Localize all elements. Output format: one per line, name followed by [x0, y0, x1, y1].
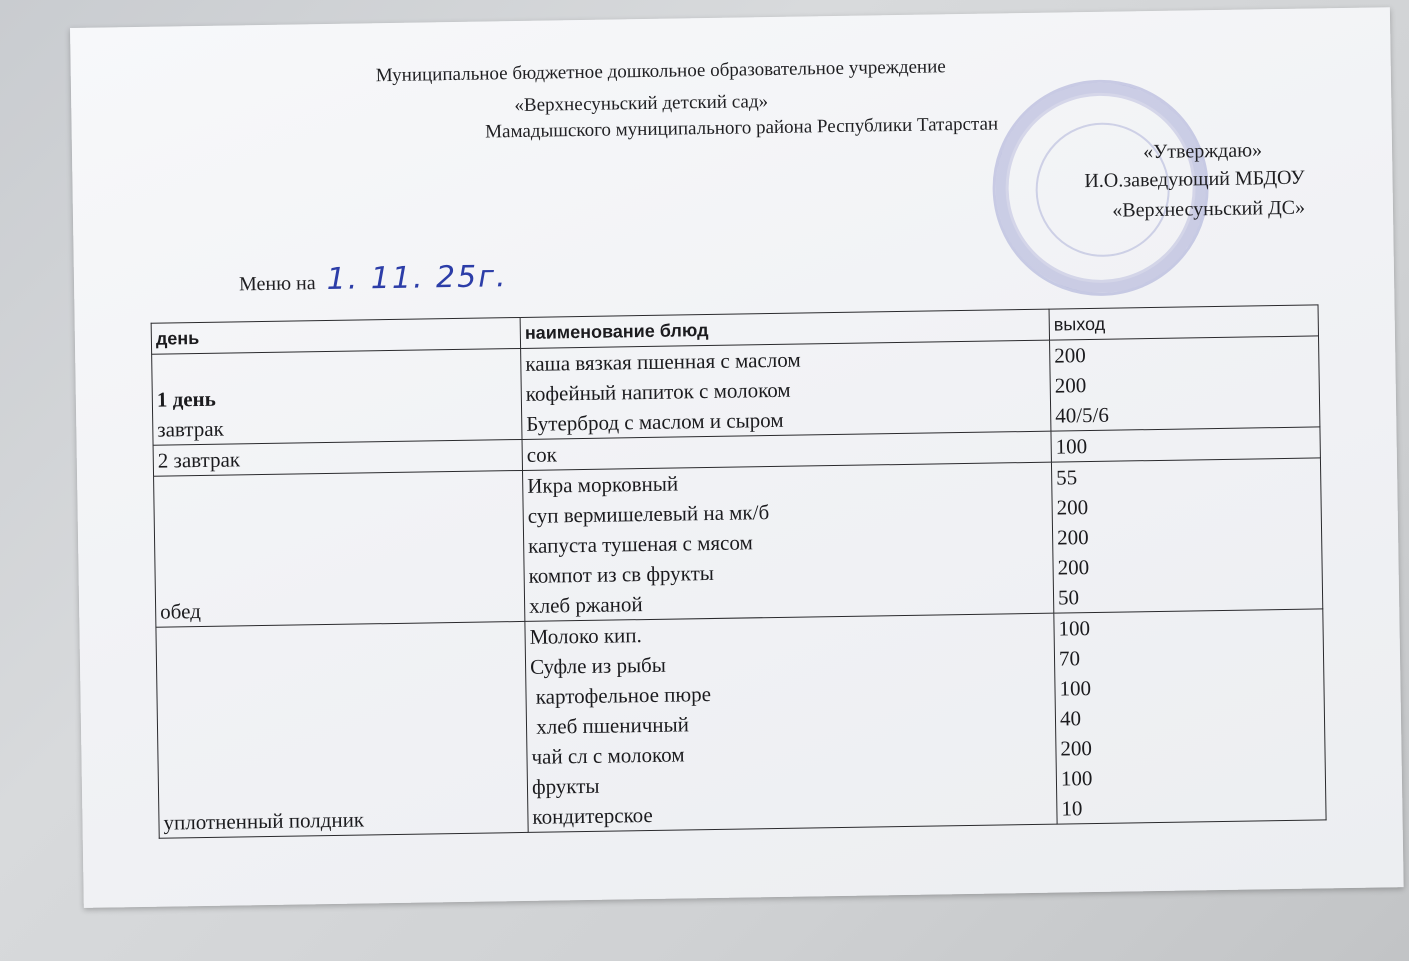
dish-item: каша вязкая пшенная с маслом: [525, 347, 801, 376]
kindergarten-name: «Верхнесуньский детский сад»: [514, 91, 769, 117]
output-value: 70: [1058, 646, 1081, 671]
menu-date-handwritten: 1. 11. 25г.: [326, 259, 508, 297]
meal-cell: [156, 621, 528, 838]
dish-item: фрукты: [531, 773, 600, 799]
output-cell: [1051, 458, 1322, 613]
meal-label: 2 завтрак: [157, 447, 241, 473]
output-value: 100: [1058, 616, 1091, 641]
output-value: 200: [1054, 373, 1087, 398]
dish-item: компот из св фрукты: [528, 560, 715, 588]
output-value: 100: [1059, 676, 1092, 701]
output-value: 200: [1060, 736, 1093, 761]
approval-position: И.О.заведующий МБДОУ: [1084, 166, 1305, 193]
dish-item: Бутерброд с маслом и сыром: [526, 407, 784, 436]
output-value: 200: [1056, 495, 1089, 520]
output-value: 10: [1061, 796, 1083, 821]
dish-item: капуста тушеная с мясом: [528, 530, 753, 558]
dish-item: хлеб ржаной: [528, 592, 643, 618]
output-cell: [1051, 427, 1320, 462]
menu-label: Меню на: [238, 272, 316, 296]
approval-title: «Утверждаю»: [1142, 139, 1263, 164]
meal-label: уплотненный полдник: [163, 807, 365, 835]
meal-cell: [152, 348, 522, 445]
dish-item: кофейный напиток с молоком: [525, 377, 791, 406]
output-value: 200: [1054, 343, 1086, 368]
dish-item: хлеб пшеничный: [530, 712, 690, 739]
output-cell: [1050, 336, 1320, 431]
dish-item: чай сл с молоком: [531, 742, 685, 769]
meal-cell: [154, 470, 525, 627]
dishes-cell: [523, 462, 1054, 621]
header-output: выход: [1049, 305, 1318, 340]
output-value: 50: [1057, 585, 1080, 610]
dishes-cell: [521, 340, 1051, 439]
dish-item: кондитерское: [532, 802, 653, 829]
table-row: [154, 458, 1323, 627]
header-day: день: [151, 317, 520, 354]
dish-item: картофельное пюре: [530, 682, 712, 709]
dish-item: сок: [526, 442, 557, 467]
institution-name: Муниципальное бюджетное дошкольное образовательное учреждение: [375, 56, 946, 87]
output-value: 40: [1059, 706, 1082, 731]
day-label: 1 день: [156, 386, 216, 412]
dish-item: Суфле из рыбы: [529, 652, 667, 679]
output-value: 200: [1056, 525, 1089, 550]
menu-sheet: [70, 7, 1404, 908]
menu-table: [151, 304, 1327, 838]
district-name: Мамадышского муниципального района Республики Татарстан: [485, 113, 999, 143]
menu-date-line: [239, 259, 508, 298]
approval-org: «Верхнесуньский ДС»: [1112, 196, 1306, 222]
meal-label: завтрак: [157, 416, 224, 442]
dishes-cell: [525, 613, 1057, 832]
output-value: 100: [1060, 766, 1093, 791]
output-value: 200: [1057, 555, 1090, 580]
dish-item: суп вермишелевый на мк/б: [527, 500, 770, 528]
table-row: [156, 609, 1326, 838]
header-dishes: наименование блюд: [520, 309, 1049, 348]
meal-label: обед: [159, 599, 202, 624]
output-value: 40/5/6: [1055, 402, 1110, 428]
output-cell: [1054, 609, 1326, 824]
dish-item: Молоко кип.: [529, 623, 642, 649]
dish-item: Икра морковный: [527, 471, 679, 498]
output-value: 55: [1055, 465, 1078, 490]
output-value: 100: [1055, 434, 1088, 459]
